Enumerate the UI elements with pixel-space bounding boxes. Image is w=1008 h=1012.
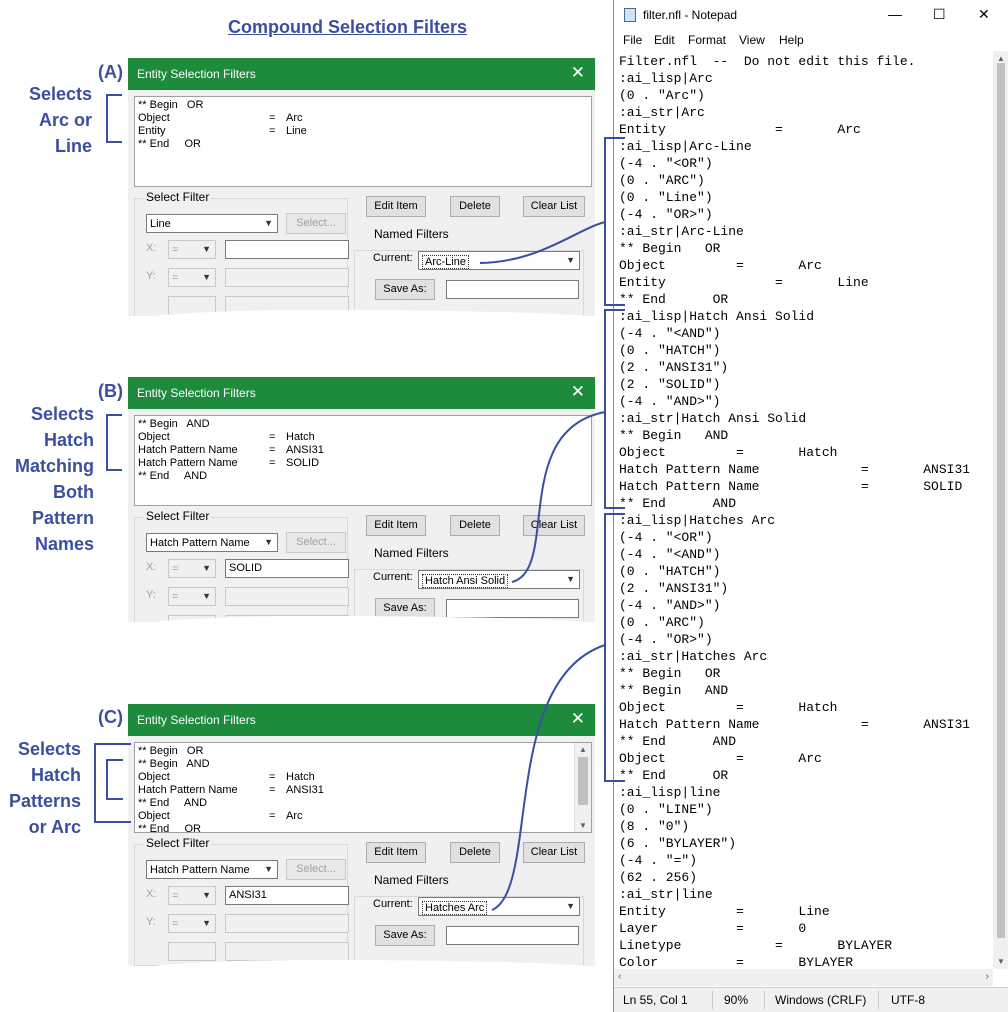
select-filter-label: Select Filter <box>146 836 210 850</box>
dialog-title: Entity Selection Filters <box>137 386 256 400</box>
y-label: Y: <box>146 916 156 928</box>
clear-list-button[interactable]: Clear List <box>523 842 585 863</box>
list-item-field: Entity <box>138 125 166 137</box>
caption-line: Arc or <box>38 110 92 130</box>
chevron-down-icon: ▼ <box>202 918 211 928</box>
x-value-input[interactable]: SOLID <box>225 559 349 578</box>
close-icon[interactable]: ✕ <box>570 63 585 82</box>
list-item-field: Hatch Pattern Name <box>138 444 238 456</box>
chevron-down-icon: ▼ <box>566 574 575 584</box>
list-item-operator: = <box>269 784 276 796</box>
chevron-down-icon: ▼ <box>566 255 575 265</box>
current-filter-select[interactable]: Hatches Arc ▼ <box>418 897 580 916</box>
list-item-operator: = <box>269 125 276 137</box>
edit-item-button[interactable]: Edit Item <box>366 196 426 217</box>
delete-button[interactable]: Delete <box>450 842 500 863</box>
y-operator-select[interactable]: = ▼ <box>168 587 216 606</box>
caption-line: Hatch <box>43 430 94 450</box>
select-button[interactable]: Select... <box>286 532 346 553</box>
notepad-line: Linetype = BYLAYER <box>619 938 893 953</box>
notepad-line: (2 . "ANSI31") <box>619 360 729 375</box>
delete-button[interactable]: Delete <box>450 515 500 536</box>
np-bracket-a <box>605 138 625 305</box>
list-item-field: Object <box>138 771 170 783</box>
list-item-value: Arc <box>286 112 303 124</box>
notepad-line: :ai_str|Arc-Line <box>619 224 744 239</box>
scroll-up-icon[interactable]: ▲ <box>579 745 587 754</box>
select-filter-label: Select Filter <box>146 190 210 204</box>
list-item-value: ANSI31 <box>286 444 324 456</box>
list-item-operator: = <box>269 457 276 469</box>
menu-edit[interactable]: Edit <box>654 33 675 47</box>
notepad-line: Object = Arc <box>619 751 822 766</box>
notepad-line: Object = Hatch <box>619 700 838 715</box>
list-item-field: Hatch Pattern Name <box>138 457 238 469</box>
list-item-field: ** End AND <box>138 470 208 482</box>
notepad-line: ** End AND <box>619 734 737 749</box>
list-item-field: ** End OR <box>138 823 201 833</box>
notepad-line: :ai_lisp|Arc <box>619 71 713 86</box>
list-item-operator: = <box>269 431 276 443</box>
bracket-c-inner <box>107 760 123 799</box>
x-label: X: <box>146 242 157 254</box>
caption-line: Selects <box>30 404 94 424</box>
notepad-line: :ai_str|Hatches Arc <box>619 649 768 664</box>
notepad-line: (-4 . "AND>") <box>619 598 721 613</box>
notepad-line: :ai_str|Hatch Ansi Solid <box>619 411 807 426</box>
list-item-field: ** Begin AND <box>138 758 210 770</box>
np-bracket-c <box>605 514 625 781</box>
notepad-line: (0 . "ARC") <box>619 173 705 188</box>
notepad-line: (0 . "LINE") <box>619 802 713 817</box>
select-filter-label: Select Filter <box>146 509 210 523</box>
scroll-right-icon[interactable]: › <box>985 971 989 982</box>
x-operator-select[interactable]: = ▼ <box>168 559 216 578</box>
notepad-line: Object = Arc <box>619 258 822 273</box>
notepad-line: (-4 . "OR>") <box>619 207 713 222</box>
bracket-c-outer <box>95 744 131 822</box>
notepad-line: (-4 . "AND>") <box>619 394 721 409</box>
caption-line: Both <box>53 482 94 502</box>
status-zoom: 90% <box>724 993 749 1007</box>
notepad-line: (2 . "ANSI31") <box>619 581 729 596</box>
x-operator-select[interactable]: = ▼ <box>168 240 216 259</box>
y-operator-select[interactable]: = ▼ <box>168 914 216 933</box>
list-item-value: Arc <box>286 810 303 822</box>
caption-line: Pattern <box>31 508 94 528</box>
notepad-line: ** End OR <box>619 292 729 307</box>
current-label: Current: <box>373 252 413 264</box>
notepad-line: Color = BYLAYER <box>619 955 854 969</box>
chevron-down-icon: ▼ <box>202 563 211 573</box>
notepad-line: Hatch Pattern Name = SOLID <box>619 479 963 494</box>
notepad-line: (2 . "SOLID") <box>619 377 721 392</box>
list-item-field: ** End OR <box>138 138 201 150</box>
bracket-b <box>107 415 122 470</box>
chevron-down-icon: ▼ <box>264 864 273 874</box>
notepad-line: Layer = 0 <box>619 921 807 936</box>
connector-c <box>492 645 605 910</box>
scroll-up-icon[interactable]: ▲ <box>997 54 1005 63</box>
status-position: Ln 55, Col 1 <box>623 993 688 1007</box>
list-item-field: Object <box>138 112 170 124</box>
object-type-select[interactable]: Hatch Pattern Name ▼ <box>146 533 278 552</box>
current-label: Current: <box>373 898 413 910</box>
list-item-value: Line <box>286 125 307 137</box>
notepad-line: (-4 . "<OR") <box>619 530 713 545</box>
x-label: X: <box>146 888 157 900</box>
close-icon[interactable]: ✕ <box>978 6 990 22</box>
notepad-line: (-4 . "OR>") <box>619 632 713 647</box>
list-item-field: ** Begin OR <box>138 99 204 111</box>
notepad-line: Entity = Line <box>619 275 869 290</box>
named-filters-label: Named Filters <box>374 227 449 241</box>
notepad-line: (8 . "0") <box>619 819 690 834</box>
select-button[interactable]: Select... <box>286 213 346 234</box>
delete-button[interactable]: Delete <box>450 196 500 217</box>
notepad-line: (-4 . "<AND") <box>619 547 721 562</box>
caption-line: Patterns <box>8 791 81 811</box>
notepad-line: ** Begin AND <box>619 428 729 443</box>
notepad-line: (0 . "HATCH") <box>619 564 721 579</box>
dialog-title: Entity Selection Filters <box>137 713 256 727</box>
chevron-down-icon: ▼ <box>202 244 211 254</box>
notepad-line: (0 . "Arc") <box>619 88 705 103</box>
notepad-line: ** Begin OR <box>619 666 721 681</box>
list-item-value: SOLID <box>286 457 320 469</box>
notepad-line: ** Begin OR <box>619 241 721 256</box>
chevron-down-icon: ▼ <box>264 537 273 547</box>
connector-b <box>512 412 605 582</box>
list-item-value: Hatch <box>286 771 315 783</box>
list-item-operator: = <box>269 112 276 124</box>
caption-line: Selects <box>28 84 92 104</box>
caption-line: Selects <box>17 739 81 759</box>
list-item-field: Object <box>138 431 170 443</box>
panel-c-letter: (C) <box>98 707 123 727</box>
y-label: Y: <box>146 270 156 282</box>
menu-file[interactable]: File <box>623 33 643 47</box>
notepad-line: (-4 . "=") <box>619 853 698 868</box>
notepad-line: Entity = Line <box>619 904 830 919</box>
menu-format[interactable]: Format <box>688 33 727 47</box>
menu-view[interactable]: View <box>739 33 765 47</box>
notepad-line: :ai_lisp|Arc-Line <box>619 139 752 154</box>
notepad-line: (62 . 256) <box>619 870 698 885</box>
named-filters-label: Named Filters <box>374 546 449 560</box>
notepad-line: (-4 . "<AND") <box>619 326 721 341</box>
notepad-line: :ai_lisp|line <box>619 785 721 800</box>
notepad-line: :ai_lisp|Hatches Arc <box>619 513 776 528</box>
x-value-input[interactable]: ANSI31 <box>225 886 349 905</box>
y-label: Y: <box>146 589 156 601</box>
list-item-value: Hatch <box>286 431 315 443</box>
list-item-field: ** Begin AND <box>138 418 210 430</box>
np-bracket-b <box>605 310 625 508</box>
object-type-select[interactable]: Line ▼ <box>146 214 278 233</box>
notepad-line: (6 . "BYLAYER") <box>619 836 737 851</box>
notepad-line: Filter.nfl -- Do not edit this file. <box>619 54 916 69</box>
caption-line: or Arc <box>28 817 81 837</box>
caption-line: Names <box>34 534 94 554</box>
notepad-line: ** End OR <box>619 768 729 783</box>
list-item-operator: = <box>269 810 276 822</box>
minimize-icon[interactable]: — <box>888 6 902 22</box>
chevron-down-icon: ▼ <box>202 890 211 900</box>
notepad-line: Hatch Pattern Name = ANSI31 <box>619 462 971 477</box>
scroll-down-icon[interactable]: ▼ <box>997 957 1005 966</box>
list-item-operator: = <box>269 771 276 783</box>
object-type-select[interactable]: Hatch Pattern Name ▼ <box>146 860 278 879</box>
notepad-line: (0 . "Line") <box>619 190 713 205</box>
close-icon[interactable]: ✕ <box>570 382 585 401</box>
notepad-line: (-4 . "<OR") <box>619 156 713 171</box>
select-button[interactable]: Select... <box>286 859 346 880</box>
current-filter-select[interactable]: Arc-Line ▼ <box>418 251 580 270</box>
notepad-line: Object = Hatch <box>619 445 838 460</box>
x-label: X: <box>146 561 157 573</box>
list-item-field: Object <box>138 810 170 822</box>
caption-line: Hatch <box>30 765 81 785</box>
edit-item-button[interactable]: Edit Item <box>366 842 426 863</box>
notepad-line: Entity = Arc <box>619 122 861 137</box>
maximize-icon[interactable]: ☐ <box>933 6 946 22</box>
chevron-down-icon: ▼ <box>566 901 575 911</box>
notepad-line: :ai_str|Arc <box>619 105 705 120</box>
connector-a <box>480 222 605 263</box>
edit-item-button[interactable]: Edit Item <box>366 515 426 536</box>
panel-a-letter: (A) <box>98 62 123 82</box>
current-label: Current: <box>373 571 413 583</box>
menu-help[interactable]: Help <box>779 33 804 47</box>
chevron-down-icon: ▼ <box>202 591 211 601</box>
save-as-button[interactable]: Save As: <box>375 598 435 619</box>
scroll-left-icon[interactable]: ‹ <box>618 971 622 982</box>
notepad-line: Hatch Pattern Name = ANSI31 <box>619 717 971 732</box>
dialog-title: Entity Selection Filters <box>137 67 256 81</box>
notepad-line: (0 . "HATCH") <box>619 343 721 358</box>
notepad-line: :ai_str|line <box>619 887 713 902</box>
clear-list-button[interactable]: Clear List <box>523 196 585 217</box>
list-item-operator: = <box>269 444 276 456</box>
list-item-field: ** End AND <box>138 797 208 809</box>
chevron-down-icon: ▼ <box>202 272 211 282</box>
close-icon[interactable]: ✕ <box>570 709 585 728</box>
chevron-down-icon: ▼ <box>264 218 273 228</box>
list-item-field: ** Begin OR <box>138 745 204 757</box>
list-item-value: ANSI31 <box>286 784 324 796</box>
current-filter-select[interactable]: Hatch Ansi Solid ▼ <box>418 570 580 589</box>
notepad-line: :ai_lisp|Hatch Ansi Solid <box>619 309 815 324</box>
notepad-title: filter.nfl - Notepad <box>643 8 738 22</box>
notepad-line: ** End AND <box>619 496 737 511</box>
page-title: Compound Selection Filters <box>228 17 468 37</box>
status-encoding: UTF-8 <box>891 993 925 1007</box>
panel-b-letter: (B) <box>98 381 123 401</box>
save-as-button[interactable]: Save As: <box>375 279 435 300</box>
clear-list-button[interactable]: Clear List <box>523 515 585 536</box>
x-operator-select[interactable]: = ▼ <box>168 886 216 905</box>
y-operator-select[interactable]: = ▼ <box>168 268 216 287</box>
notepad-line: ** Begin AND <box>619 683 729 698</box>
status-line-endings: Windows (CRLF) <box>775 993 867 1007</box>
named-filters-label: Named Filters <box>374 873 449 887</box>
bracket-a <box>107 95 122 142</box>
caption-line: Line <box>54 136 92 156</box>
save-as-button[interactable]: Save As: <box>375 925 435 946</box>
scroll-down-icon[interactable]: ▼ <box>579 821 587 830</box>
caption-line: Matching <box>15 456 94 476</box>
notepad-line: (0 . "ARC") <box>619 615 705 630</box>
list-item-field: Hatch Pattern Name <box>138 784 238 796</box>
